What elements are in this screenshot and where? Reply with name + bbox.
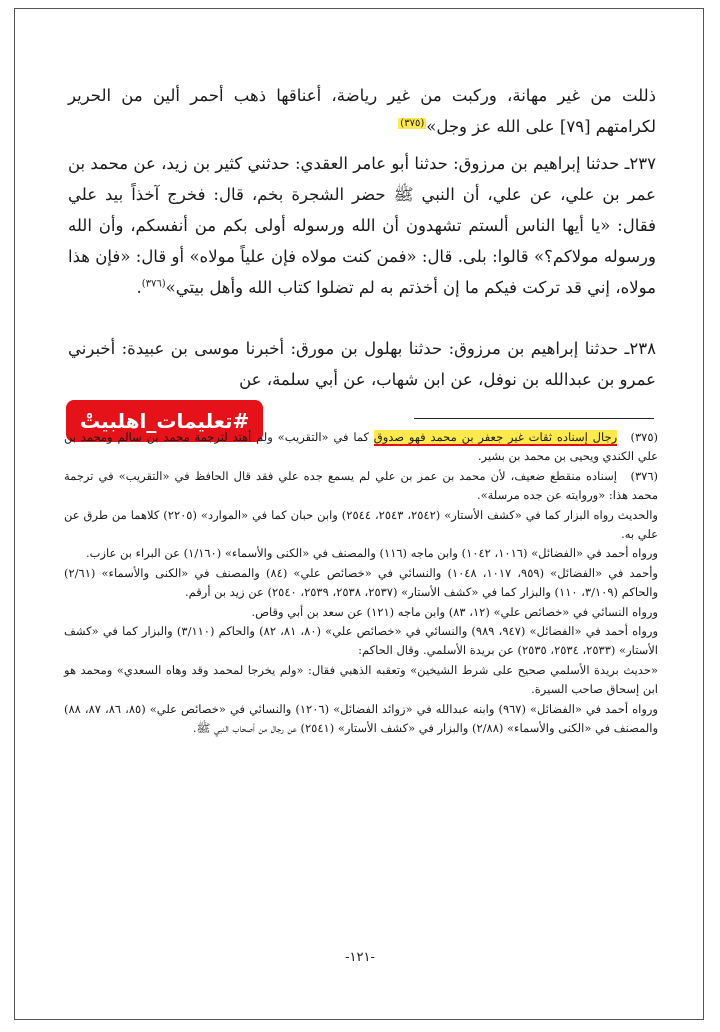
paragraph-237: ٢٣٧ـ حدثنا إبراهيم بن مرزوق: حدثنا أبو عامر العقدي: حدثني كثير بن زيد، عن محمد بن عمر بن علي، عن علي، أن النبي ﷺ حضر الشجرة بخم، قال: فخرج آخذاً بيد علي فقال: «يا أيها الناس ألستم تشهدون أن الله ورسوله أولى بكم من أنفسكم، وأن الله ورسوله مولاكم؟» قالوا: بلى. قال: «فمن كنت مولاه فإن علياً مولاه» أو قال: «فإن هذا مولاه، إني قد تركت فيكم ما إن أخذتم به لم تضلوا كتاب الله وأهل بيتي»$^{(٣٧٦)}$. xyxy=(68,154,656,297)
footnote-ref-375[interactable]: (٣٧٥) xyxy=(400,117,425,129)
footnote-line: ورواه أحمد في «الفضائل» (٩٤٧، ٩٨٩) والنسائي في «خصائص علي» (٨٠، ٨١، ٨٢) والحاكم (٣/١١٠) والبزار كما في «كشف الأستار» (٢٥٣٣، ٢٥٣٤، ٢٥٣٥) عن بريدة الأسلمي. وقال الحاكم: xyxy=(64,624,658,658)
footnotes xyxy=(64,428,658,739)
footnote-ref-376[interactable]: (٣٧٦) xyxy=(141,278,166,290)
highlighted-text: رجال إسناده ثقات غير جعفر بن محمد فهو صدوق xyxy=(373,430,618,444)
page-number: -١٢١- xyxy=(345,950,375,965)
footnote-number: (٣٧٥) xyxy=(630,430,659,444)
footnote-line: إسناده منقطع ضعيف، لأن محمد بن عمر بن علي لم يسمع جده علي فقد قال الحافظ في «التقريب» في ترجمة محمد هذا: «وروايته عن جده مرسلة». xyxy=(64,468,658,503)
footnote-line: ورواه أحمد في «الفضائل» (٩٦٧) وابنه عبدالله في «زوائد الفضائل» (١٢٠٦) والنسائي في «خصائص علي» (٨٥، ٨٦، ٨٧، ٨٨) والمصنف في «الكنى والأسماء» (٢/٨٨) والبزار في «كشف الأستار» (٢٥٤١) عن رجال من أصحاب النبي ﷺ. xyxy=(64,701,658,736)
paragraph-237-text: ٢٣٧ـ حدثنا إبراهيم بن مرزوق: حدثنا أبو عامر العقدي: حدثني كثير بن زيد، عن محمد بن عمر بن علي، عن علي، أن النبي ﷺ حضر الشجرة بخم، قال: فخرج آخذاً بيد علي فقال: «يا أيها الناس ألستم تشهدون أن الله ورسوله أولى بكم من أنفسكم، وأن الله ورسوله مولاكم؟» قالوا: بلى. قال: «فمن كنت مولاه فإن علياً مولاه» أو قال: «فإن هذا مولاه، إني قد تركت فيكم ما إن أخذتم به لم تضلوا كتاب الله وأهل بيتي» xyxy=(68,154,656,297)
hashtag-watermark: #تعليمات_اهلبيتْ xyxy=(66,400,263,442)
footnote-375 xyxy=(64,428,658,467)
footnote-line: وأحمد في «الفضائل» (٩٥٩، ١٠١٧، ١٠٤٨) والنسائي في «خصائص علي» (٨٤) والمصنف في «الكنى والأسماء» (٢/٦١) والحاكم (٣/١٠٩، ١١٠) والبزار كما في «كشف الأستار» (٢٥٣٧، ٢٥٣٨، ٢٥٣٩، ٢٥٤٠) عن زيد بن أرقم. xyxy=(64,565,658,600)
footnote-text: كما في «التقريب» ولم أهتد لترجمة محمد بن سالم ومحمد بن علي الكندي ويحيى بن محمد بن بشير. xyxy=(64,430,658,464)
footnote-line: ورواه أحمد في «الفضائل» (١٠١٦، ١٠٤٢) وابن ماجه (١١٦) والمصنف في «الكنى والأسماء» (١/١٦٠) عن البراء بن عازب. xyxy=(85,546,658,561)
paragraph-1-text: ذللت من غير مهانة، وركبت من غير رياضة، أعناقها ذهب أحمر ألين من الحرير لكرامتهم [٧٩] على الله عز وجل» xyxy=(68,86,656,136)
footnote-divider xyxy=(414,418,654,419)
footnote-line: ورواه النسائي في «خصائص علي» (١٢، ٨٣) وابن ماجه (١٢١) عن سعد بن أبي وقاص. xyxy=(251,604,658,619)
footnote-376 xyxy=(64,467,658,506)
footnote-line: «حديث بريدة الأسلمي صحيح على شرط الشيخين» وتعقبه الذهبي فقال: «ولم يخرجا لمحمد وقد وهاه السعدي» ومحمد هو ابن إسحاق صاحب السيرة. xyxy=(64,662,658,697)
paragraph-1 xyxy=(68,80,656,142)
footnote-number: (٣٧٦) xyxy=(630,468,659,483)
paragraph-238-text: ٢٣٨ـ حدثنا إبراهيم بن مرزوق: حدثنا بهلول بن مورق: أخبرنا موسى بن عبيدة: أخبرني عمرو بن عبدالله بن نوفل، عن ابن شهاب، عن أبي سلمة، عن xyxy=(68,339,656,389)
paragraph-238 xyxy=(68,333,656,395)
footnote-line: والحديث رواه البزار كما في «كشف الأستار» (٢٥٤٢، ٢٥٤٣، ٢٥٤٤) وابن حبان كما في «الموارد» (٢٢٠٥) كلاهما من طرق عن علي به. xyxy=(64,507,658,542)
